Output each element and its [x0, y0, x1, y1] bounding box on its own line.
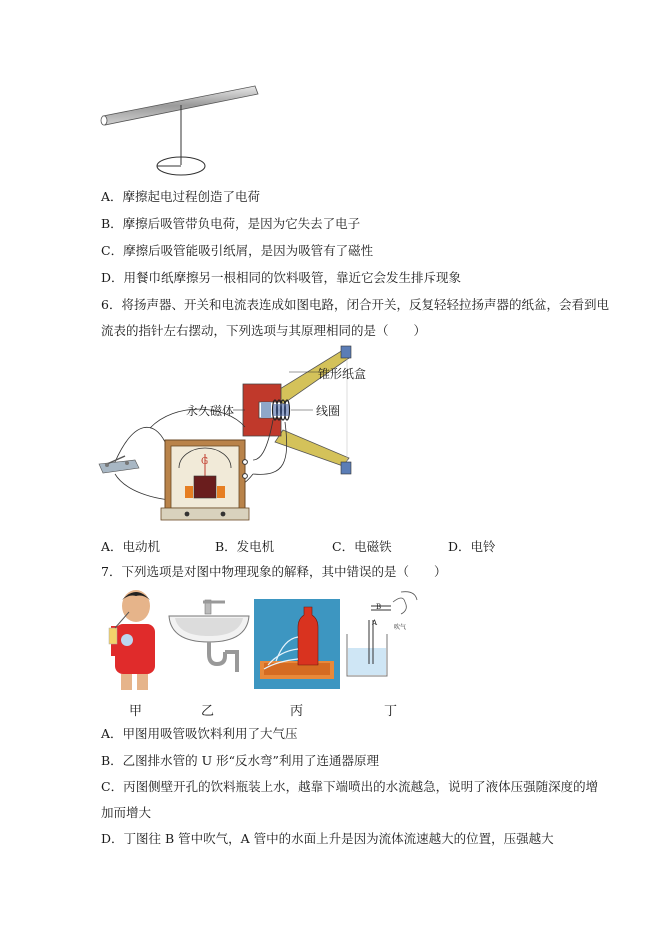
ding-tube-b-label: B	[376, 603, 382, 611]
ding-blow-label: 吹气	[394, 624, 407, 631]
q6-stem-line1: 6．将扬声器、开关和电流表连成如图电路，闭合开关，反复轻轻拉扬声器的纸盆，会看到电	[101, 297, 609, 312]
q6-option-a: A．电动机	[101, 539, 161, 554]
meter-letter: G	[201, 457, 209, 467]
label-cone: 锥形纸盒	[318, 367, 367, 381]
q6-option-c: C．电磁铁	[332, 539, 392, 554]
switch	[99, 456, 139, 473]
q5-option-b: B．摩擦后吸管带负电荷，是因为它失去了电子	[101, 216, 361, 231]
q7-option-c-line1: C．丙图侧壁开孔的饮料瓶装上水，越靠下端喷出的水流越急，说明了液体压强随深度的增	[101, 779, 599, 794]
ding-tube-a-label: A	[372, 619, 378, 627]
fig-jia-boy-drinking	[103, 588, 163, 690]
q7-option-c-line2: 加而增大	[101, 805, 152, 820]
q7-option-b: B．乙图排水管的 U 形“反水弯”利用了连通器原理	[101, 753, 379, 768]
caption-ding: 丁	[384, 704, 398, 719]
label-magnet: 永久磁体	[186, 404, 235, 418]
q6-option-d: D．电铃	[448, 539, 496, 554]
galvanometer	[161, 440, 249, 520]
q5-option-d: D．用餐巾纸摩擦另一根相同的饮料吸管，靠近它会发生排斥现象	[101, 270, 462, 285]
caption-yi: 乙	[201, 704, 215, 719]
label-coil: 线圈	[316, 404, 341, 418]
q7-option-d: D．丁图往 B 管中吹气，A 管中的水面上升是因为流体流速越大的位置，压强越大	[101, 831, 554, 846]
fig-ding-blowing-tube	[343, 590, 425, 682]
fig-bing-bottle-holes	[254, 599, 340, 689]
q5-option-a: A．摩擦起电过程创造了电荷	[101, 189, 261, 204]
straw-pivot-figure	[95, 80, 265, 180]
q7-option-a: A．甲图用吸管吸饮料利用了大气压	[101, 726, 298, 741]
q6-stem-line2: 流表的指针左右摆动，下列选项与其原理相同的是（ ）	[101, 323, 427, 338]
caption-bing: 丙	[290, 704, 304, 719]
fig-yi-sink-u-trap	[165, 598, 253, 676]
q6-option-b: B．发电机	[215, 539, 275, 554]
q5-option-c: C．摩擦后吸管能吸引纸屑，是因为吸管有了磁性	[101, 243, 374, 258]
caption-jia: 甲	[129, 704, 143, 719]
q7-stem: 7．下列选项是对图中物理现象的解释，其中错误的是（ ）	[101, 564, 447, 579]
